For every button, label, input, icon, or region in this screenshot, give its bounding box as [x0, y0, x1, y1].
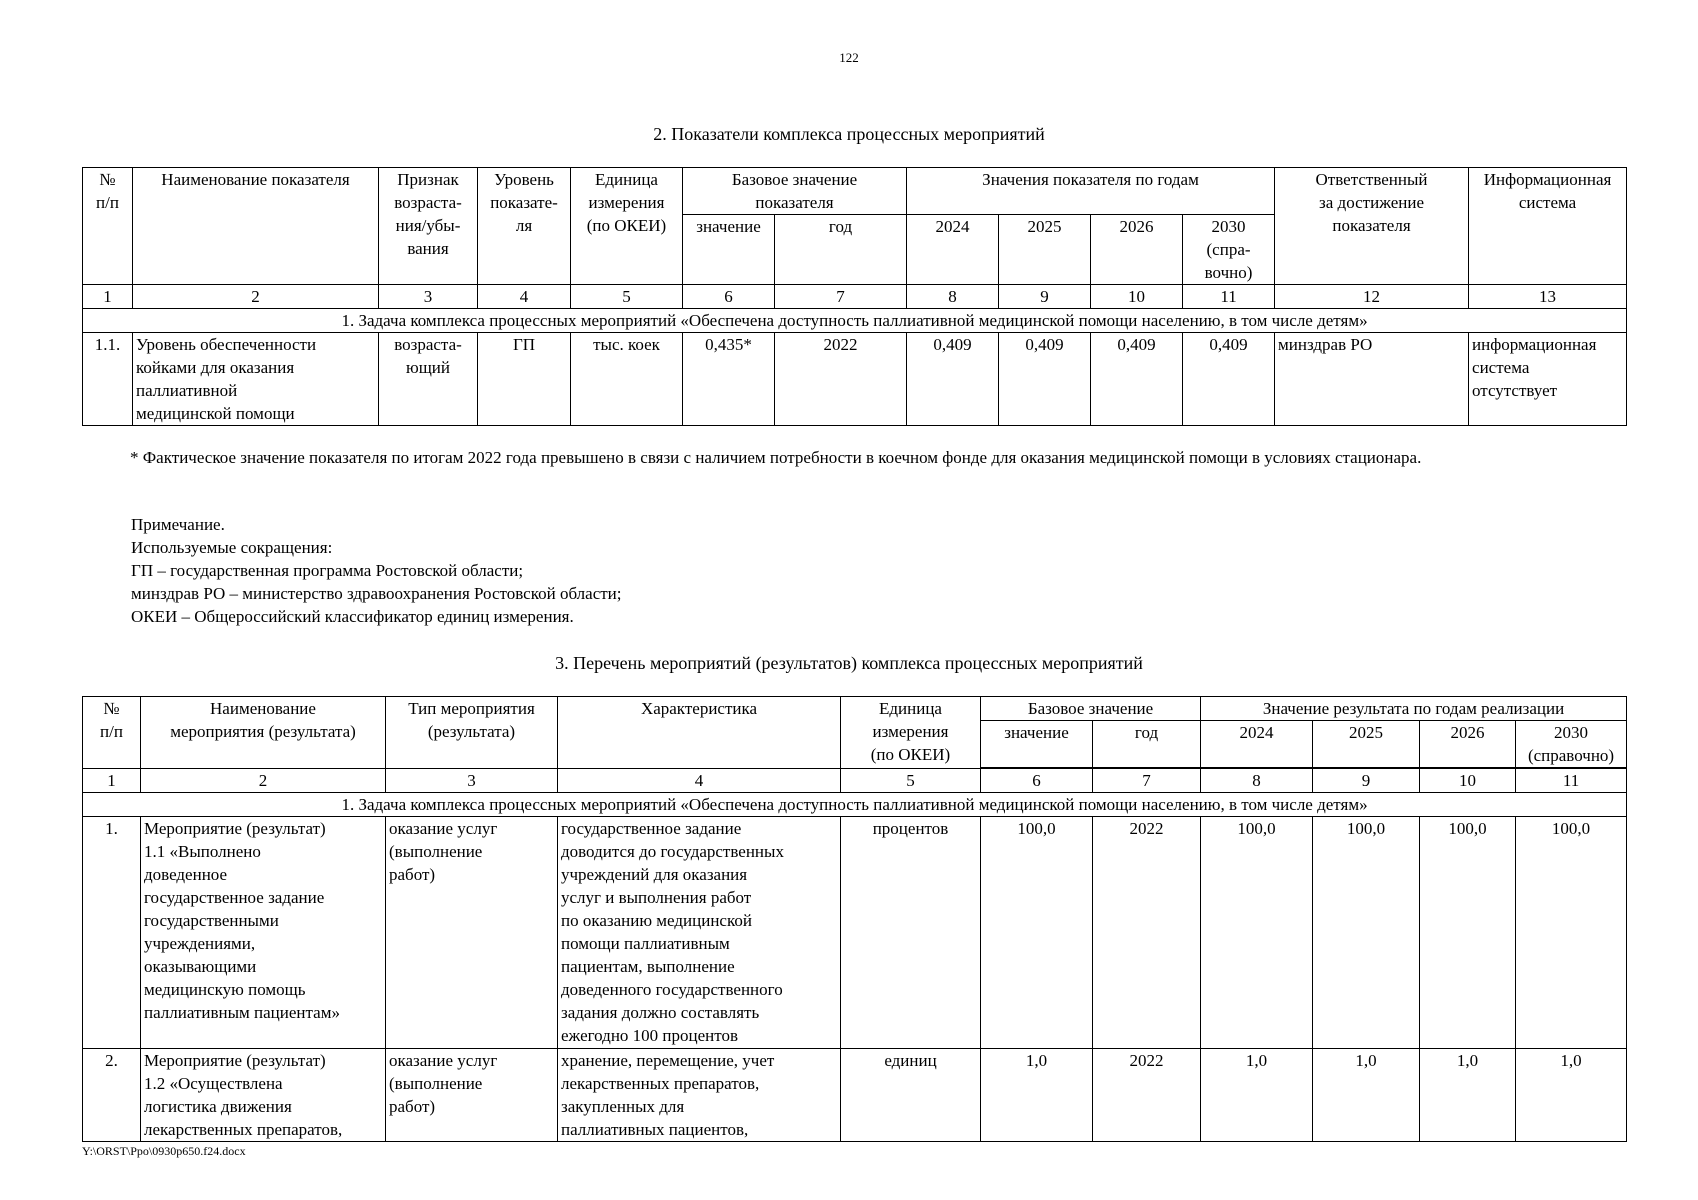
row-num: 1. — [83, 817, 141, 1049]
activity-characteristic: государственное задание доводится до государственных учреждений для оказания услуг и выполнения работ по оказанию медицинской помощи паллиативным пациентам, выполнение доведенного государственного задания должно составлять ежегодно 100 процентов — [558, 817, 841, 1049]
activity-type: оказание услуг (выполнение работ) — [386, 1049, 558, 1142]
header-2026: 2026 — [1091, 215, 1183, 285]
page-number: 122 — [839, 50, 859, 65]
header-2025: 2025 — [999, 215, 1091, 285]
indicator-sign: возраста- ющий — [379, 333, 478, 426]
activity-unit: процентов — [841, 817, 981, 1049]
col-number: 3 — [386, 768, 558, 793]
section-3-title: 3. Перечень мероприятий (результатов) комплекса процессных мероприятий — [555, 653, 1143, 673]
activity-unit: единиц — [841, 1049, 981, 1142]
activities-table — [82, 696, 1627, 1142]
note-line: минздрав РО – министерство здравоохранения Ростовской области; — [131, 584, 622, 603]
col-number: 6 — [981, 768, 1093, 793]
footnote: * Фактическое значение показателя по итогам 2022 года превышено в связи с наличием потребности в коечном фонде для оказания медицинской помощи в условиях стационара. — [130, 448, 1422, 467]
col-number: 5 — [841, 768, 981, 793]
header-2026: 2026 — [1420, 721, 1516, 769]
indicator-base-year: 2022 — [775, 333, 907, 426]
col-number: 2 — [133, 285, 379, 309]
col-number: 9 — [999, 285, 1091, 309]
activity-2030: 100,0 — [1516, 817, 1627, 1049]
indicators-table — [82, 167, 1627, 426]
row-num: 2. — [83, 1049, 141, 1142]
indicator-info-system: информационная система отсутствует — [1469, 333, 1627, 426]
task-row: 1. Задача комплекса процессных мероприятий «Обеспечена доступность паллиативной медицинской помощи населению, в том числе детям» — [83, 793, 1627, 817]
indicator-2024: 0,409 — [907, 333, 999, 426]
indicator-responsible: минздрав РО — [1275, 333, 1469, 426]
table-row — [83, 1049, 1627, 1142]
col-number: 2 — [141, 768, 386, 793]
header-years-group: Значения показателя по годам — [907, 168, 1275, 215]
col-number: 7 — [775, 285, 907, 309]
indicator-2030: 0,409 — [1183, 333, 1275, 426]
note-line: ГП – государственная программа Ростовской области; — [131, 561, 524, 580]
header-base-year: год — [1093, 721, 1201, 769]
indicator-level: ГП — [478, 333, 571, 426]
header-base: Базовое значение — [981, 697, 1201, 721]
col-number: 10 — [1420, 768, 1516, 793]
header-type: Тип мероприятия (результата) — [386, 697, 558, 769]
header-base-value: значение — [683, 215, 775, 285]
header-name: Наименование показателя — [133, 168, 379, 285]
header-sign: Признак возраста- ния/убы- вания — [379, 168, 478, 285]
activity-2025: 100,0 — [1313, 817, 1420, 1049]
header-info-system: Информационная система — [1469, 168, 1627, 285]
col-number: 3 — [379, 285, 478, 309]
col-number: 8 — [1201, 768, 1313, 793]
header-level: Уровень показате- ля — [478, 168, 571, 285]
col-number: 1 — [83, 285, 133, 309]
header-num: № п/п — [83, 168, 133, 285]
col-number: 4 — [478, 285, 571, 309]
notes-block — [131, 513, 622, 628]
col-number: 5 — [571, 285, 683, 309]
col-number: 12 — [1275, 285, 1469, 309]
indicator-2026: 0,409 — [1091, 333, 1183, 426]
activity-2026: 1,0 — [1420, 1049, 1516, 1142]
header-responsible: Ответственный за достижение показателя — [1275, 168, 1469, 285]
activity-name: Мероприятие (результат) 1.1 «Выполнено доведенное государственное задание государственными учреждениями, оказывающими медицинскую помощь паллиативным пациентам» — [141, 817, 386, 1049]
col-number: 11 — [1183, 285, 1275, 309]
header-2030: 2030 (справочно) — [1516, 721, 1627, 769]
note-line: ОКЕИ – Общероссийский классификатор единиц измерения. — [131, 607, 574, 626]
task-row: 1. Задача комплекса процессных мероприятий «Обеспечена доступность паллиативной медицинской помощи населению, в том числе детям» — [83, 309, 1627, 333]
col-number: 10 — [1091, 285, 1183, 309]
col-number: 8 — [907, 285, 999, 309]
header-2024: 2024 — [1201, 721, 1313, 769]
col-number: 6 — [683, 285, 775, 309]
activity-2024: 100,0 — [1201, 817, 1313, 1049]
header-2025: 2025 — [1313, 721, 1420, 769]
indicator-2025: 0,409 — [999, 333, 1091, 426]
col-number: 1 — [83, 768, 141, 793]
activity-base-value: 1,0 — [981, 1049, 1093, 1142]
activity-name: Мероприятие (результат) 1.2 «Осуществлена логистика движения лекарственных препаратов, — [141, 1049, 386, 1142]
table-row — [83, 333, 1627, 426]
row-num: 1.1. — [83, 333, 133, 426]
col-number: 13 — [1469, 285, 1627, 309]
indicator-name: Уровень обеспеченности койками для оказания паллиативной медицинской помощи — [133, 333, 379, 426]
col-number: 7 — [1093, 768, 1201, 793]
indicator-base-value: 0,435* — [683, 333, 775, 426]
activity-2026: 100,0 — [1420, 817, 1516, 1049]
header-characteristic: Характеристика — [558, 697, 841, 769]
header-2024: 2024 — [907, 215, 999, 285]
activity-characteristic: хранение, перемещение, учет лекарственных препаратов, закупленных для паллиативных пациентов, — [558, 1049, 841, 1142]
column-numbers-row — [83, 285, 1627, 309]
header-base-value: значение — [981, 721, 1093, 769]
indicator-unit: тыс. коек — [571, 333, 683, 426]
activity-2025: 1,0 — [1313, 1049, 1420, 1142]
header-base-year: год — [775, 215, 907, 285]
activity-2030: 1,0 — [1516, 1049, 1627, 1142]
file-path-footer: Y:\ORST\Ppo\0930p650.f24.docx — [82, 1144, 246, 1158]
col-number: 4 — [558, 768, 841, 793]
column-numbers-row — [83, 768, 1627, 793]
header-name: Наименование мероприятия (результата) — [141, 697, 386, 769]
header-unit: Единица измерения (по ОКЕИ) — [571, 168, 683, 285]
header-years-group: Значение результата по годам реализации — [1201, 697, 1627, 721]
note-line: Используемые сокращения: — [131, 538, 333, 557]
section-2-title: 2. Показатели комплекса процессных мероприятий — [653, 124, 1045, 144]
header-unit: Единица измерения (по ОКЕИ) — [841, 697, 981, 769]
table-row — [83, 817, 1627, 1049]
activity-base-year: 2022 — [1093, 817, 1201, 1049]
activity-type: оказание услуг (выполнение работ) — [386, 817, 558, 1049]
header-base: Базовое значение показателя — [683, 168, 907, 215]
activity-base-year: 2022 — [1093, 1049, 1201, 1142]
header-num: № п/п — [83, 697, 141, 769]
header-2030: 2030 (спра- вочно) — [1183, 215, 1275, 285]
col-number: 11 — [1516, 768, 1627, 793]
col-number: 9 — [1313, 768, 1420, 793]
activity-base-value: 100,0 — [981, 817, 1093, 1049]
note-line: Примечание. — [131, 515, 225, 534]
activity-2024: 1,0 — [1201, 1049, 1313, 1142]
